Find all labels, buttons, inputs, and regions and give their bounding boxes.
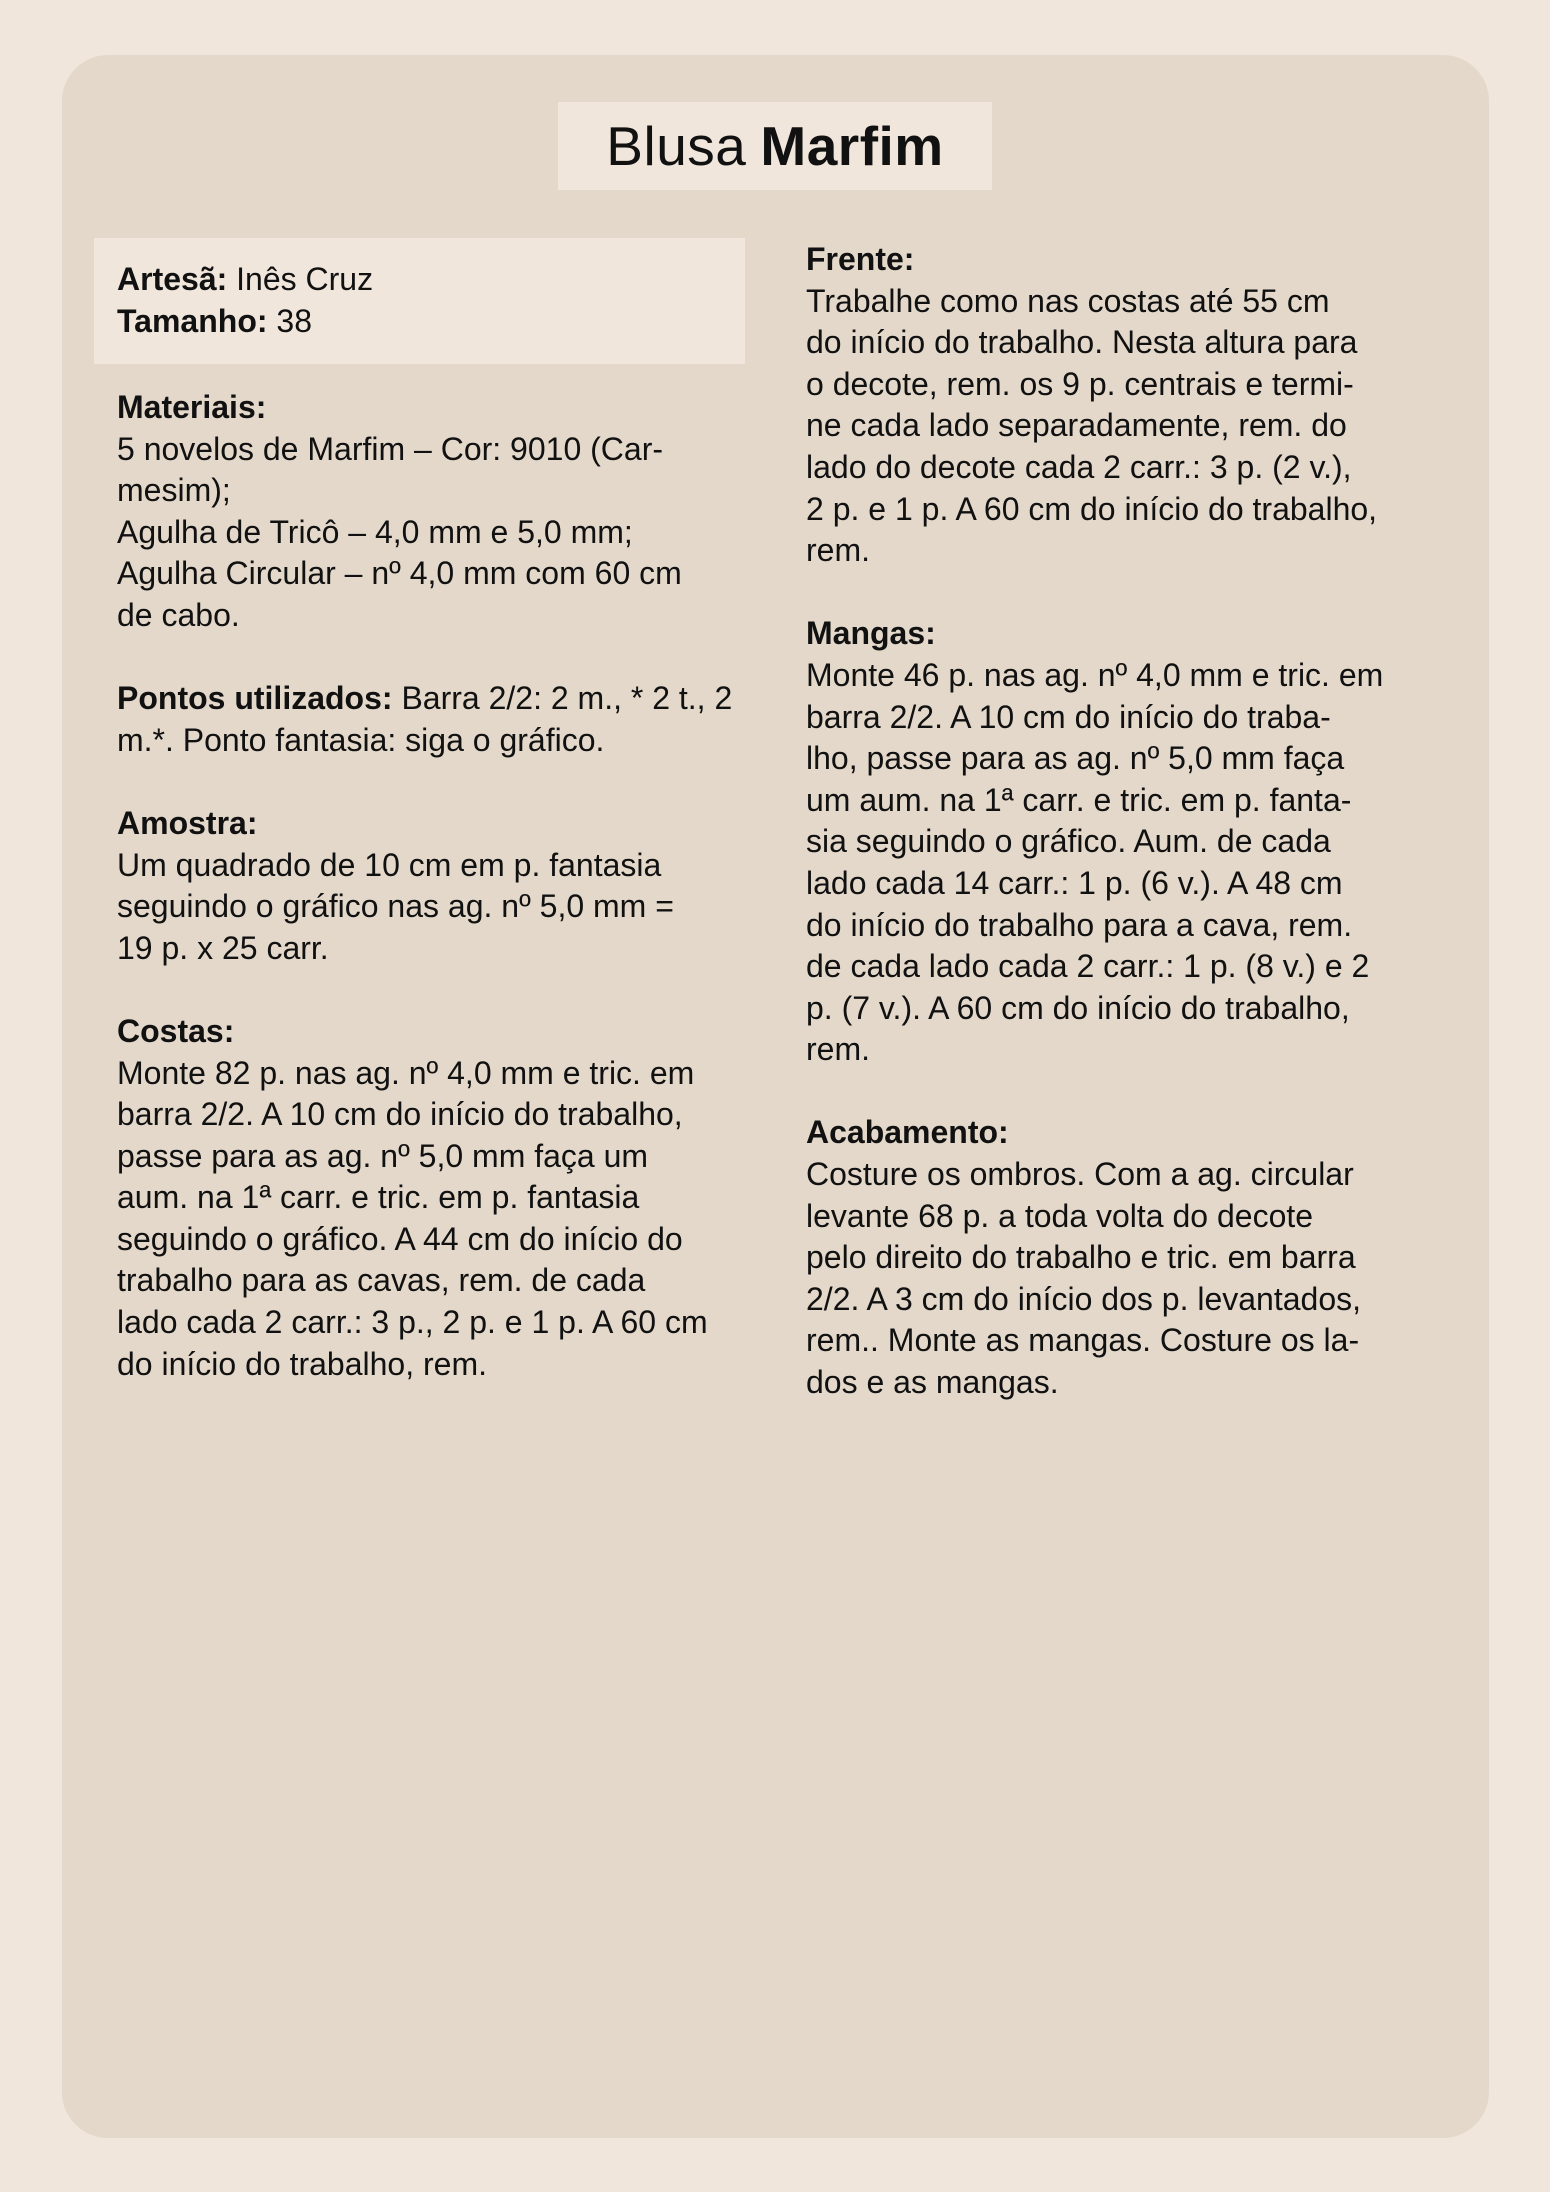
sleeves-line: do início do trabalho para a cava, rem. (806, 906, 1353, 943)
finishing-line: Costure os ombros. Com a ag. circular (806, 1156, 1354, 1193)
finishing-line: pelo direito do trabalho e tric. em barra (806, 1239, 1356, 1276)
back-line: Monte 82 p. nas ag. nº 4,0 mm e tric. em (117, 1054, 695, 1091)
stitches-first-line-text: Barra 2/2: 2 m., * 2 t., 2 (401, 680, 733, 717)
artisan-label: Artesã: (117, 261, 228, 297)
stitches-first-line (117, 678, 757, 720)
front-line: Trabalhe como nas costas até 55 cm (806, 282, 1330, 319)
front-line: 2 p. e 1 p. A 60 cm do início do trabalho, (806, 490, 1378, 527)
materials-line: Agulha de Tricô – 4,0 mm e 5,0 mm; (117, 513, 633, 550)
back-line: barra 2/2. A 10 cm do início do trabalho, (117, 1096, 683, 1133)
stitches-heading: Pontos utilizados: (117, 680, 393, 717)
size-label: Tamanho: (117, 302, 268, 339)
back-line: trabalho para as cavas, rem. de cada (117, 1262, 646, 1299)
sample-line: Um quadrado de 10 cm em p. fantasia (117, 846, 662, 883)
stitches-section (117, 678, 757, 761)
page-title (558, 102, 992, 190)
back-line: passe para as ag. nº 5,0 mm faça um (117, 1137, 649, 1174)
sample-line: seguindo o gráfico nas ag. nº 5,0 mm = (117, 888, 674, 925)
front-line: ne cada lado separadamente, rem. do (806, 407, 1347, 444)
sleeves-line: sia seguindo o gráfico. Aum. de cada (806, 823, 1331, 860)
stitches-line: m.*. Ponto fantasia: siga o gráfico. (117, 721, 605, 758)
finishing-line: rem.. Monte as mangas. Costure os la- (806, 1322, 1360, 1359)
back-section (117, 1011, 757, 1385)
back-line: lado cada 2 carr.: 3 p., 2 p. e 1 p. A 60 cm (117, 1304, 708, 1341)
sleeves-heading: Mangas: (806, 615, 936, 652)
front-line: lado do decote cada 2 carr.: 3 p. (2 v.), (806, 448, 1352, 485)
sleeves-line: lado cada 14 carr.: 1 p. (6 v.). A 48 cm (806, 864, 1343, 901)
sleeves-line: um aum. na 1ª carr. e tric. em p. fanta- (806, 781, 1352, 818)
artisan-line (117, 259, 737, 301)
back-line: do início do trabalho, rem. (117, 1345, 487, 1382)
front-heading: Frente: (806, 241, 915, 277)
back-heading: Costas: (117, 1012, 235, 1049)
size-value: 38 (276, 302, 312, 339)
materials-line: mesim); (117, 472, 231, 509)
finishing-line: dos e as mangas. (806, 1364, 1059, 1401)
front-line: rem. (806, 532, 870, 569)
right-column (806, 239, 1456, 1445)
sleeves-line: lho, passe para as ag. nº 5,0 mm faça (806, 740, 1345, 777)
front-section (806, 239, 1456, 572)
back-line: seguindo o gráfico. A 44 cm do início do (117, 1220, 683, 1257)
sleeves-line: p. (7 v.). A 60 cm do início do trabalho, (806, 989, 1350, 1026)
info-text (117, 259, 737, 342)
materials-line: de cabo. (117, 596, 240, 633)
sleeves-line: rem. (806, 1031, 870, 1068)
size-line (117, 301, 737, 343)
front-line: o decote, rem. os 9 p. centrais e termi- (806, 365, 1354, 402)
title-light-text: Blusa (606, 114, 747, 177)
sleeves-line: barra 2/2. A 10 cm do início do traba- (806, 698, 1331, 735)
sleeves-line: Monte 46 p. nas ag. nº 4,0 mm e tric. em (806, 656, 1384, 693)
left-column (117, 387, 757, 1427)
front-line: do início do trabalho. Nesta altura para (806, 324, 1358, 361)
sample-section (117, 803, 757, 969)
materials-line: 5 novelos de Marfim – Cor: 9010 (Car- (117, 430, 663, 467)
sleeves-line: de cada lado cada 2 carr.: 1 p. (8 v.) e 2 (806, 948, 1370, 985)
sample-line: 19 p. x 25 carr. (117, 929, 329, 966)
sleeves-section (806, 613, 1456, 1071)
finishing-line: levante 68 p. a toda volta do decote (806, 1197, 1314, 1234)
materials-section (117, 387, 757, 637)
finishing-heading: Acabamento: (806, 1114, 1009, 1151)
title-bold-text: Marfim (760, 114, 944, 177)
materials-line: Agulha Circular – nº 4,0 mm com 60 cm (117, 555, 682, 592)
materials-heading: Materiais: (117, 389, 267, 425)
sample-heading: Amostra: (117, 804, 258, 841)
finishing-section (806, 1112, 1456, 1403)
back-line: aum. na 1ª carr. e tric. em p. fantasia (117, 1179, 640, 1216)
info-box (94, 238, 745, 364)
artisan-value: Inês Cruz (236, 261, 374, 297)
finishing-line: 2/2. A 3 cm do início dos p. levantados, (806, 1280, 1362, 1317)
